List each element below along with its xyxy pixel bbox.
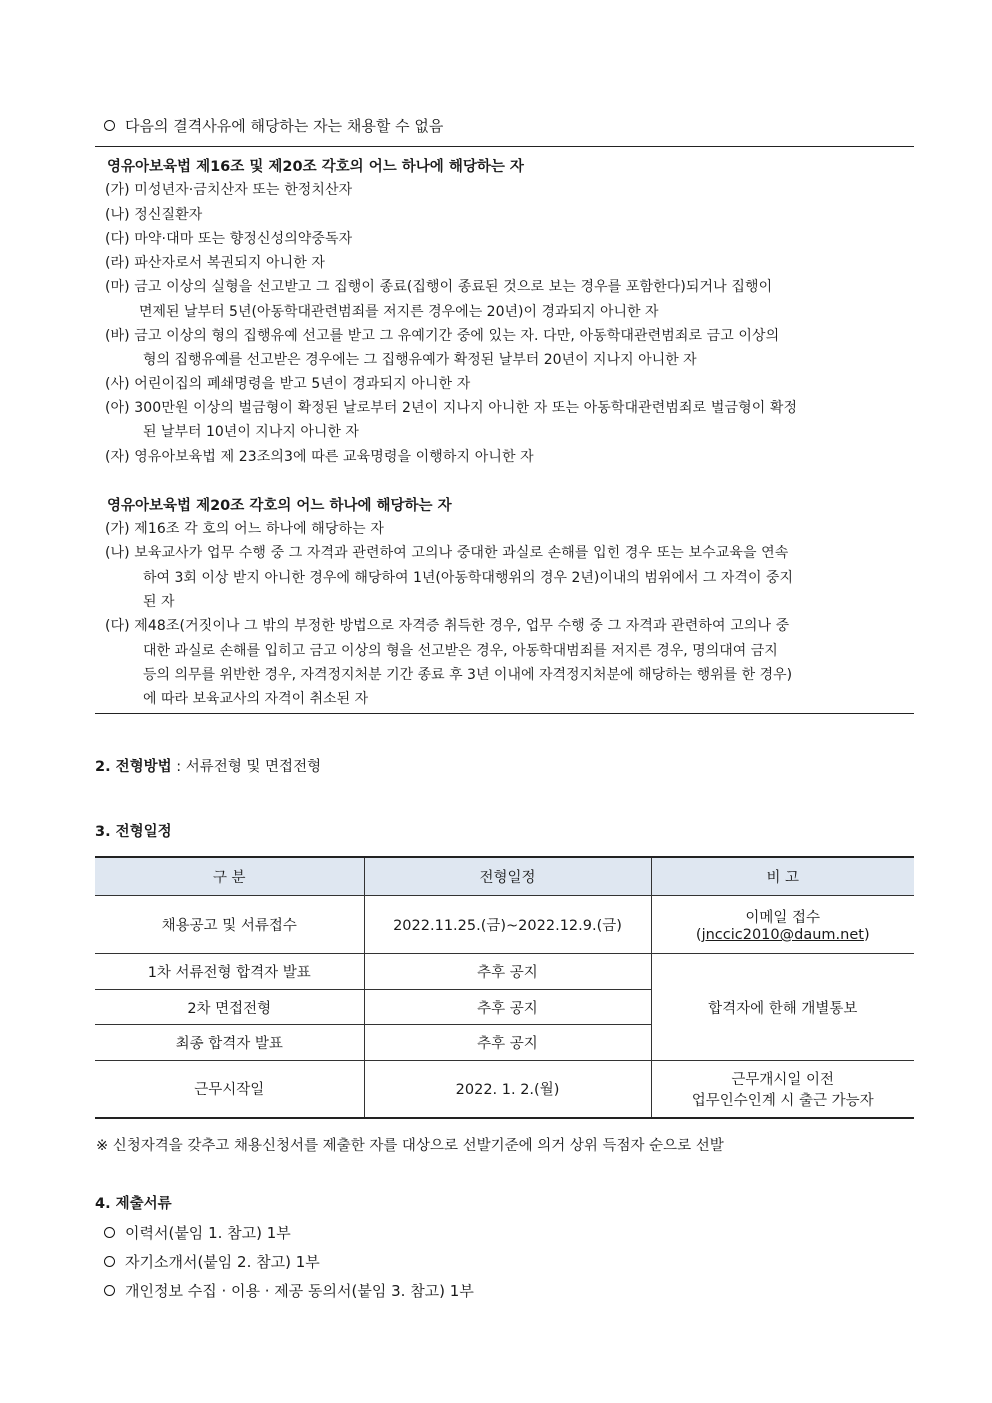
section1-item: (라) 파산자로서 복권되지 아니한 자 [105,255,326,271]
document-item [104,1251,320,1272]
section2-item-continued: 하여 3회 이상 받지 아니한 경우에 해당하여 1년(아동학대행위의 경우 2년)이내의 범위에서 그 자격이 중지 [143,570,793,586]
disqualify-box [95,146,914,714]
section1-item: (자) 영유아보육법 제 23조의3에 따른 교육명령을 이행하지 아니한 자 [105,449,534,465]
header-schedule: 전형일정 [364,857,651,896]
schedule-label: 3. 전형일정 [95,824,172,840]
document-item-text: 개인정보 수집 · 이용 · 제공 동의서(붙임 3. 참고) 1부 [125,1282,474,1300]
section1-item-continued: 형의 집행유예를 선고받은 경우에는 그 집행유예가 확정된 날부터 20년이 지나지 아니한 자 [143,352,697,368]
row-category: 최종 합격자 발표 [95,1025,364,1061]
documents-label: 4. 제출서류 [95,1196,172,1212]
row-category: 근무시작일 [95,1061,364,1118]
remarks-line: 업무인수인계 시 출근 가능자 [691,1092,874,1109]
section2-item-continued: 대한 과실로 손해를 입히고 금고 이상의 형을 선고받은 경우, 아동학대범죄를 저지른 경우, 명의대여 금지 [143,643,778,659]
section1-item: (사) 어린이집의 폐쇄명령을 받고 5년이 경과되지 아니한 자 [105,376,471,392]
remarks-email-line [653,927,914,943]
schedule-table [95,856,914,1119]
row-date: 2022. 1. 2.(월) [364,1061,651,1118]
circle-bullet-icon [104,1256,115,1267]
table-row [95,896,914,954]
table-header-row [95,857,914,896]
section1-item: (마) 금고 이상의 실형을 선고받고 그 집행이 종료(집행이 종료된 것으로 보는 경우를 포함한다)되거나 집행이 [105,279,773,295]
section1-item: (가) 미성년자·금치산자 또는 한정치산자 [105,182,353,198]
header-remarks: 비 고 [651,857,914,896]
section1-item: (바) 금고 이상의 형의 집행유예 선고를 받고 그 유예기간 중에 있는 자. 다만, 아동학대관련범죄로 금고 이상의 [105,328,780,344]
method-separator: : [171,759,186,775]
row-date: 추후 공지 [364,954,651,990]
section2-item-continued: 된 자 [143,594,175,610]
section1-item: (아) 300만원 이상의 벌금형이 확정된 날로부터 2년이 지나지 아니한 자 또는 아동학대관련범죄로 벌금형이 확정 [105,400,798,416]
email-link[interactable]: jnccic2010@daum.net [701,927,864,943]
section2-item: (다) 제48조(거짓이나 그 밖의 부정한 방법으로 자격증 취득한 경우, 업무 수행 중 그 자격과 관련하여 고의나 중 [105,618,790,634]
row-remarks [651,896,914,954]
section2-item: (나) 보육교사가 업무 수행 중 그 자격과 관련하여 고의나 중대한 과실로 손해를 입힌 경우 또는 보수교육을 연속 [105,545,789,561]
section1-item: (다) 마약·대마 또는 향정신성의약중독자 [105,231,353,247]
section1-item: (나) 정신질환자 [105,207,203,223]
method-section [95,755,321,776]
row-remarks [651,1061,914,1118]
method-label: 2. 전형방법 [95,759,172,775]
circle-bullet-icon [104,1285,115,1296]
remarks-line: 근무개시일 이전 [731,1071,835,1088]
document-item [104,1222,291,1243]
row-date: 추후 공지 [364,1025,651,1061]
remarks-line: 이메일 접수 [745,910,821,926]
document-item-text: 자기소개서(붙임 2. 참고) 1부 [125,1253,320,1271]
document-item [104,1280,474,1301]
method-value: 서류전형 및 면접전형 [185,759,322,775]
table-row [95,954,914,990]
section2-item: (가) 제16조 각 호의 어느 하나에 해당하는 자 [105,521,384,537]
disqualify-heading-text: 다음의 결격사유에 해당하는 자는 채용할 수 없음 [125,117,444,135]
header-category: 구 분 [95,857,364,896]
document-item-text: 이력서(붙임 1. 참고) 1부 [125,1224,291,1242]
section2-item-continued: 에 따라 보육교사의 자격이 취소된 자 [143,691,369,707]
section1-title: 영유아보육법 제16조 및 제20조 각호의 어느 하나에 해당하는 자 [107,159,524,175]
section2-title: 영유아보육법 제20조 각호의 어느 하나에 해당하는 자 [107,498,452,514]
circle-bullet-icon [104,1227,115,1238]
row-remarks: 합격자에 한해 개별통보 [651,954,914,1061]
row-date: 2022.11.25.(금)~2022.12.9.(금) [364,896,651,954]
row-category: 1차 서류전형 합격자 발표 [95,954,364,990]
table-row [95,1061,914,1118]
section1-item-continued: 된 날부터 10년이 지나지 아니한 자 [143,424,359,440]
circle-bullet-icon [104,120,115,131]
schedule-footnote: ※ 신청자격을 갖추고 채용신청서를 제출한 자를 대상으로 선발기준에 의거 상위 득점자 순으로 선발 [96,1138,724,1154]
section2-item-continued: 등의 의무를 위반한 경우, 자격정지처분 기간 종료 후 3년 이내에 자격정지처분에 해당하는 행위를 한 경우) [143,667,793,683]
section1-item-continued: 면제된 날부터 5년(아동학대관련범죄를 저지른 경우에는 20년)이 경과되지 아니한 자 [139,304,659,320]
row-category: 채용공고 및 서류접수 [95,896,364,954]
paren-open: ( [695,927,702,943]
row-category: 2차 면접전형 [95,990,364,1025]
disqualify-heading [104,115,443,136]
row-date: 추후 공지 [364,990,651,1025]
paren-close: ) [863,927,870,943]
